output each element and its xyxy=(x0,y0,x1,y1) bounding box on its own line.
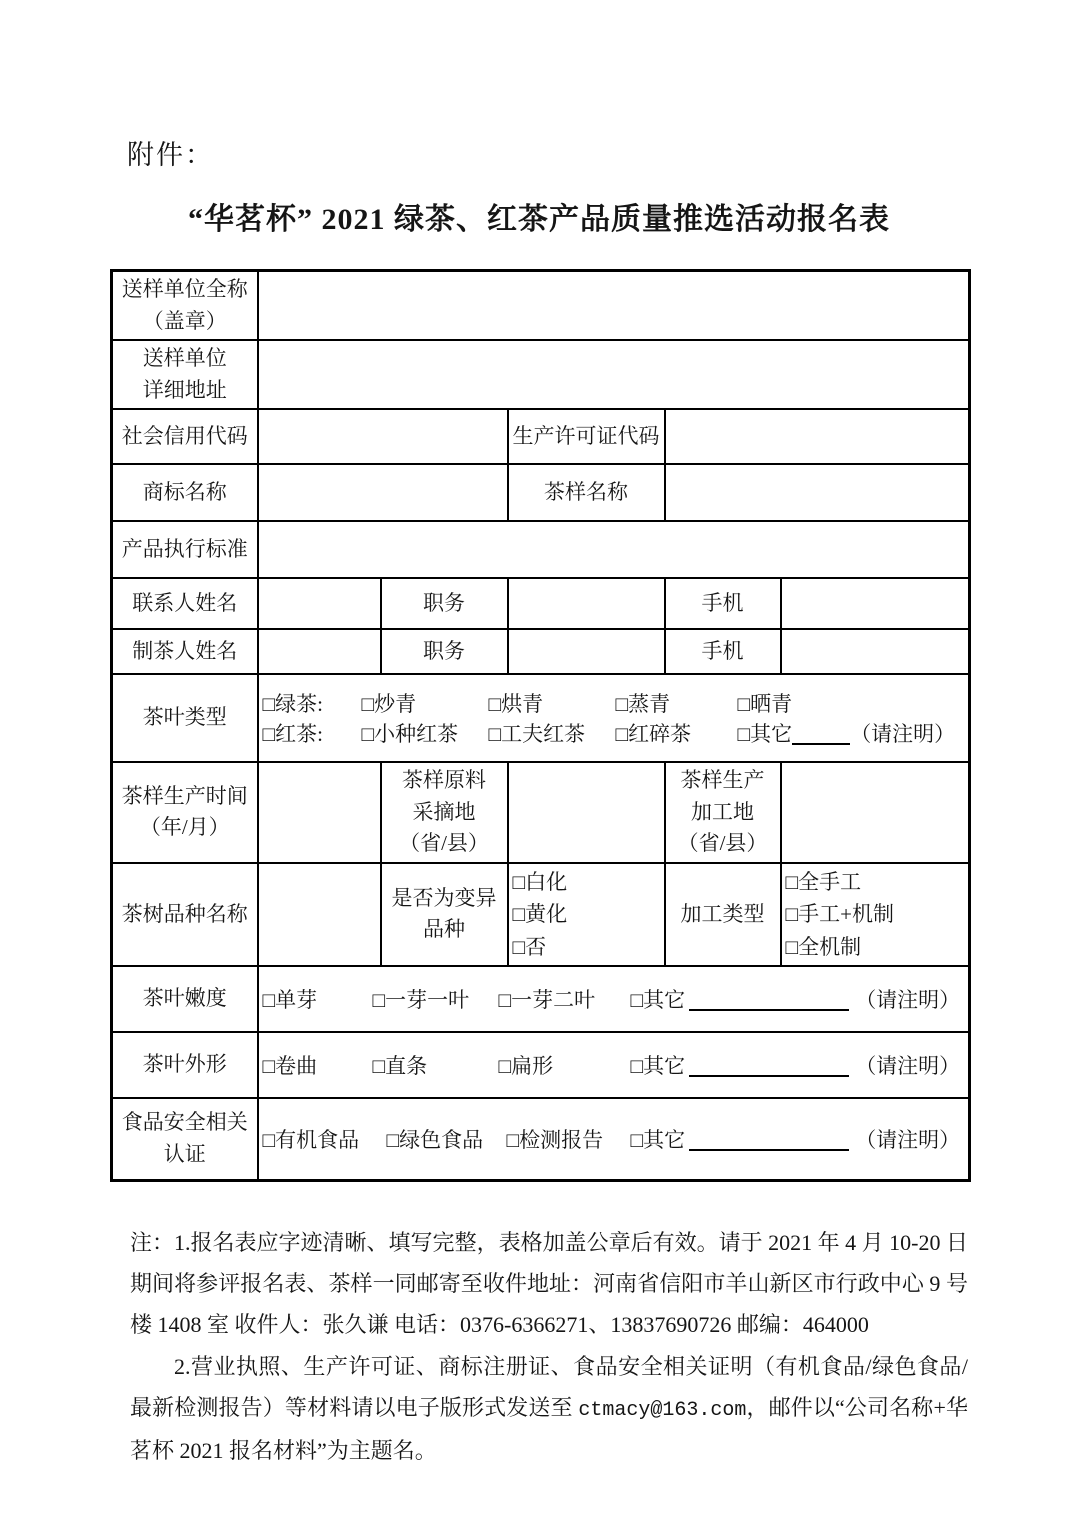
label-cultivar-name: 茶树品种名称 xyxy=(112,863,258,967)
label-unit-address xyxy=(112,340,258,409)
checkbox-other-tenderness[interactable]: □其它 xyxy=(630,988,686,1013)
label-contact-name: 联系人姓名 xyxy=(112,578,258,629)
row-production-info xyxy=(112,762,970,863)
checkbox-one-bud-one-leaf[interactable]: □一芽一叶 xyxy=(372,988,470,1013)
field-tea-sample-name[interactable] xyxy=(665,464,970,521)
row-contact xyxy=(112,578,970,629)
label-unit-address-line2: 详细地址 xyxy=(142,377,227,402)
checkbox-yellowing[interactable]: □黄化 xyxy=(512,902,568,927)
other-fill-blank[interactable] xyxy=(689,987,849,1011)
other-fill-blank[interactable] xyxy=(792,721,850,745)
note-2-text-after: ，邮件以“公司名称+华茗杯 2021 报名材料”为主题名。 xyxy=(130,1395,968,1463)
row-food-safety xyxy=(112,1098,970,1180)
please-specify-note: （请注明） xyxy=(855,988,961,1013)
checkbox-flat[interactable]: □扁形 xyxy=(498,1054,554,1079)
checkbox-gongfu-black[interactable]: □工夫红茶 xyxy=(488,722,586,746)
label-food-safety-line1: 食品安全相关 xyxy=(121,1110,248,1135)
shape-line xyxy=(263,1050,965,1080)
label-unit-name xyxy=(112,271,258,341)
label-shape: 茶叶外形 xyxy=(112,1032,258,1098)
checkbox-zhengqing[interactable]: □蒸青 xyxy=(615,692,671,716)
label-tenderness: 茶叶嫩度 xyxy=(112,966,258,1032)
process-type-options xyxy=(781,863,970,967)
checkbox-no[interactable]: □否 xyxy=(512,934,547,959)
checkbox-chaoqing[interactable]: □炒青 xyxy=(361,692,417,716)
shape-options xyxy=(258,1032,970,1098)
row-codes xyxy=(112,409,970,464)
please-specify-note: （请注明） xyxy=(850,722,956,746)
label-harvest-place-line1: 茶样原料 xyxy=(402,768,486,792)
field-contact-title[interactable] xyxy=(508,578,665,629)
field-process-place[interactable] xyxy=(781,762,970,863)
field-cultivar-name[interactable] xyxy=(258,863,381,967)
other-fill-blank[interactable] xyxy=(689,1127,849,1151)
row-maker xyxy=(112,629,970,674)
checkbox-other-certification[interactable]: □其它 xyxy=(630,1127,686,1152)
food-safety-options xyxy=(258,1098,970,1180)
label-tea-type: 茶叶类型 xyxy=(112,674,258,762)
variant-options xyxy=(508,863,665,967)
label-contact-mobile: 手机 xyxy=(665,578,781,629)
label-variant-line1: 是否为变异 xyxy=(391,885,497,910)
tea-type-black-line xyxy=(263,718,965,748)
checkbox-organic[interactable]: □有机食品 xyxy=(262,1127,360,1152)
field-maker-title[interactable] xyxy=(508,629,665,674)
label-credit-code: 社会信用代码 xyxy=(112,409,258,464)
row-unit-name xyxy=(112,271,970,341)
registration-form-table xyxy=(110,269,971,1182)
label-process-place-line3: （省/县） xyxy=(677,831,768,855)
label-process-place-line2: 加工地 xyxy=(691,799,754,824)
checkbox-green-tea[interactable]: □绿茶: xyxy=(262,692,324,716)
field-maker-name[interactable] xyxy=(258,629,381,674)
field-trademark[interactable] xyxy=(258,464,508,521)
label-unit-address-line1: 送样单位 xyxy=(142,346,227,370)
label-harvest-place xyxy=(381,762,508,863)
checkbox-handmade[interactable]: □全手工 xyxy=(785,869,862,894)
page-title: “华茗杯” 2021 绿茶、红茶产品质量推选活动报名表 xyxy=(188,203,890,236)
label-harvest-place-line3: （省/县） xyxy=(399,831,489,855)
label-contact-title: 职务 xyxy=(381,578,508,629)
label-production-time-line2: （年/月） xyxy=(139,815,230,840)
label-harvest-place-line2: 采摘地 xyxy=(412,799,476,824)
label-trademark: 商标名称 xyxy=(112,464,258,521)
tenderness-options xyxy=(258,966,970,1032)
label-license-code: 生产许可证代码 xyxy=(508,409,665,464)
checkbox-one-bud-two-leaves[interactable]: □一芽二叶 xyxy=(498,988,596,1013)
field-production-time[interactable] xyxy=(258,762,381,863)
label-process-type: 加工类型 xyxy=(665,863,781,967)
row-cultivar xyxy=(112,863,970,967)
please-specify-note: （请注明） xyxy=(855,1054,961,1079)
row-shape xyxy=(112,1032,970,1098)
label-unit-name-line2: （盖章） xyxy=(142,308,227,333)
field-unit-name[interactable] xyxy=(258,271,970,341)
field-maker-mobile[interactable] xyxy=(781,629,970,674)
label-process-place xyxy=(665,762,781,863)
field-license-code[interactable] xyxy=(665,409,970,464)
checkbox-albino[interactable]: □白化 xyxy=(512,869,568,894)
row-tea-type xyxy=(112,674,970,762)
checkbox-test-report[interactable]: □检测报告 xyxy=(506,1127,604,1152)
label-maker-name: 制茶人姓名 xyxy=(112,629,258,674)
label-standard: 产品执行标准 xyxy=(112,521,258,578)
field-harvest-place[interactable] xyxy=(508,762,665,863)
note-2-email: ctmacy@163.com xyxy=(578,1399,747,1423)
attachment-label: 附件： xyxy=(127,140,214,170)
checkbox-souchong[interactable]: □小种红茶 xyxy=(361,722,459,746)
field-contact-mobile[interactable] xyxy=(781,578,970,629)
checkbox-black-tea[interactable]: □红茶: xyxy=(262,722,324,746)
food-safety-line xyxy=(263,1124,965,1154)
checkbox-straight[interactable]: □直条 xyxy=(372,1054,428,1079)
checkbox-single-bud[interactable]: □单芽 xyxy=(262,988,318,1013)
label-unit-name-line1: 送样单位全称 xyxy=(121,277,248,301)
note-2 xyxy=(130,1346,968,1471)
label-maker-mobile: 手机 xyxy=(665,629,781,674)
field-unit-address[interactable] xyxy=(258,340,970,409)
label-variant-line2: 品种 xyxy=(423,917,465,942)
checkbox-machine[interactable]: □全机制 xyxy=(785,934,862,959)
field-standard[interactable] xyxy=(258,521,970,578)
checkbox-shaiqing[interactable]: □晒青 xyxy=(737,692,793,716)
label-maker-title: 职务 xyxy=(381,629,508,674)
label-tea-sample-name: 茶样名称 xyxy=(508,464,665,521)
field-credit-code[interactable] xyxy=(258,409,508,464)
checkbox-curly[interactable]: □卷曲 xyxy=(262,1054,318,1079)
checkbox-hand-machine[interactable]: □手工+机制 xyxy=(785,902,895,927)
please-specify-note: （请注明） xyxy=(855,1127,961,1152)
label-process-place-line1: 茶样生产 xyxy=(680,768,765,792)
other-fill-blank[interactable] xyxy=(689,1053,849,1077)
row-unit-address xyxy=(112,340,970,409)
label-food-safety xyxy=(112,1098,258,1180)
checkbox-other-tea-type[interactable]: □其它 xyxy=(737,722,793,746)
checkbox-hongqing[interactable]: □烘青 xyxy=(488,692,544,716)
label-production-time xyxy=(112,762,258,863)
tea-type-green-line xyxy=(263,688,965,718)
note-2-text-before: 2.营业执照、生产许可证、商标注册证、食品安全相关证明（有机食品/绿色食品/最新检测报告）等材料请以电子版形式发送至 xyxy=(130,1353,968,1421)
tea-type-options xyxy=(258,674,970,762)
checkbox-other-shape[interactable]: □其它 xyxy=(630,1054,686,1079)
row-standard xyxy=(112,521,970,578)
field-contact-name[interactable] xyxy=(258,578,381,629)
note-1: 注：1.报名表应字迹清晰、填写完整，表格加盖公章后有效。请于 2021 年 4 月 10-20 日期间将参评报名表、茶样一同邮寄至收件地址：河南省信阳市羊山新区市行政中心 9 号楼 1408 室 收件人：张久谦 电话：0376-6366271、13837690726 邮编：464000 xyxy=(130,1229,968,1338)
tenderness-line xyxy=(263,984,965,1014)
label-production-time-line1: 茶样生产时间 xyxy=(121,783,248,808)
row-tenderness xyxy=(112,966,970,1032)
label-variant xyxy=(381,863,508,967)
notes-section xyxy=(130,1222,968,1471)
label-food-safety-line2: 认证 xyxy=(163,1141,206,1166)
row-trademark xyxy=(112,464,970,521)
checkbox-broken-black[interactable]: □红碎茶 xyxy=(615,722,692,746)
checkbox-green-food[interactable]: □绿色食品 xyxy=(386,1127,484,1152)
